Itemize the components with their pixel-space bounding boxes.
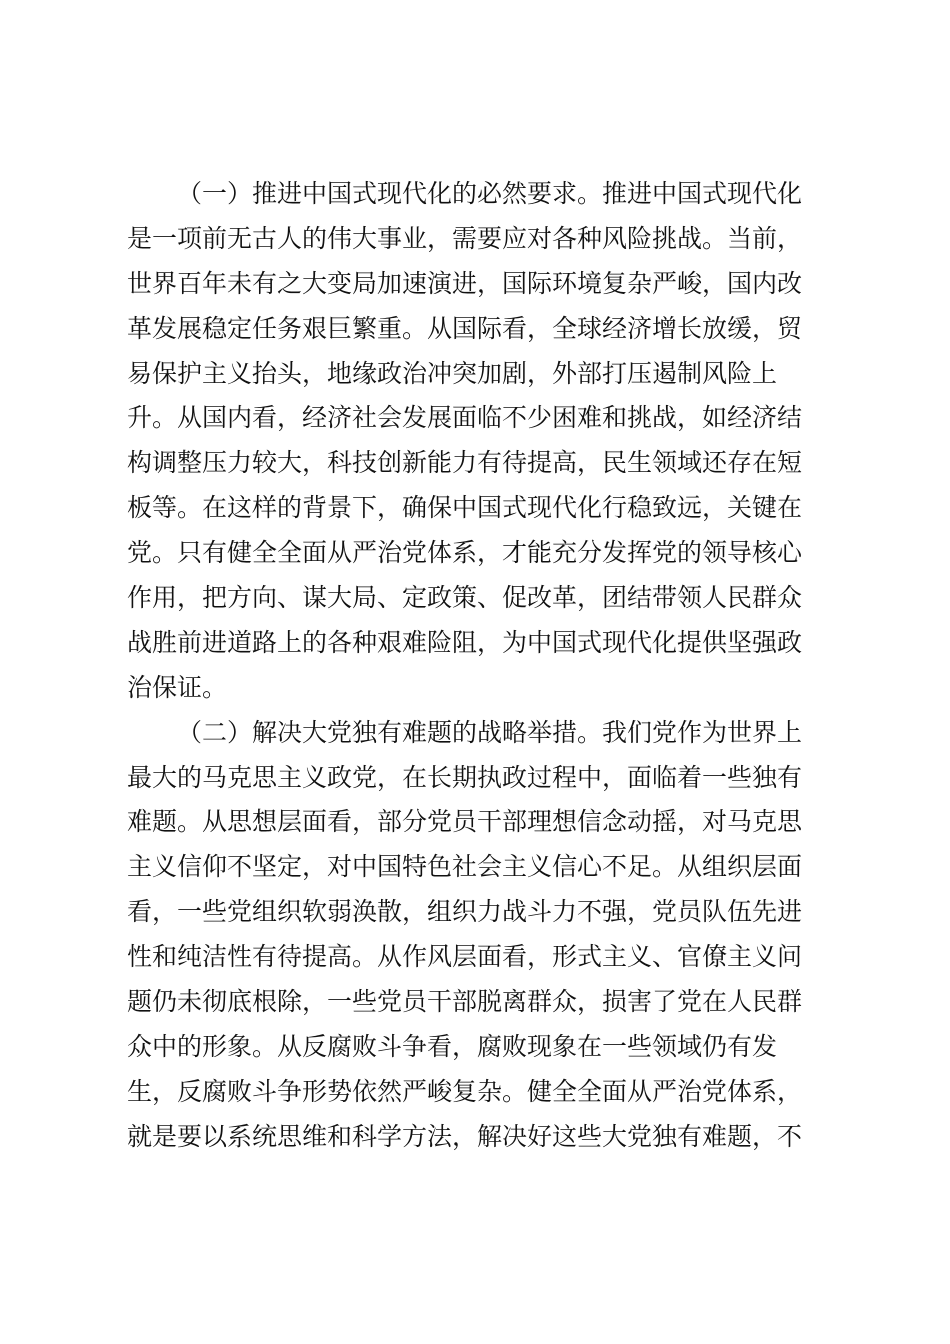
text-line: 党。只有健全全面从严治党体系，才能充分发挥党的领导核心 bbox=[127, 538, 803, 568]
text-line: 就是要以系统思维和科学方法，解决好这些大党独有难题，不 bbox=[127, 1121, 803, 1151]
document-body bbox=[127, 172, 827, 1160]
text-line: 最大的马克思主义政党，在长期执政过程中，面临着一些独有 bbox=[127, 762, 803, 792]
text-line: 革发展稳定任务艰巨繁重。从国际看，全球经济增长放缓，贸 bbox=[127, 313, 803, 343]
text-line: 升。从国内看，经济社会发展面临不少困难和挑战，如经济结 bbox=[127, 403, 803, 433]
paragraph-1 bbox=[127, 172, 827, 711]
text-line: 世界百年未有之大变局加速演进，国际环境复杂严峻，国内改 bbox=[127, 268, 803, 298]
text-line: 性和纯洁性有待提高。从作风层面看，形式主义、官僚主义问 bbox=[127, 942, 803, 972]
text-line: 作用，把方向、谋大局、定政策、促改革，团结带领人民群众 bbox=[127, 583, 803, 613]
text-line: 治保证。 bbox=[127, 672, 228, 702]
text-line: 板等。在这样的背景下，确保中国式现代化行稳致远，关键在 bbox=[127, 493, 803, 523]
text-line: 生，反腐败斗争形势依然严峻复杂。健全全面从严治党体系， bbox=[127, 1076, 803, 1106]
text-line: 战胜前进道路上的各种艰难险阻，为中国式现代化提供坚强政 bbox=[127, 627, 803, 657]
text-line: 易保护主义抬头，地缘政治冲突加剧，外部打压遏制风险上 bbox=[127, 358, 778, 388]
text-line: （二）解决大党独有难题的战略举措。我们党作为世界上 bbox=[177, 717, 803, 747]
text-line: 难题。从思想层面看，部分党员干部理想信念动摇，对马克思 bbox=[127, 807, 803, 837]
text-line: 看，一些党组织软弱涣散，组织力战斗力不强，党员队伍先进 bbox=[127, 897, 803, 927]
text-line: 主义信仰不坚定，对中国特色社会主义信心不足。从组织层面 bbox=[127, 852, 803, 882]
text-line: （一）推进中国式现代化的必然要求。推进中国式现代化 bbox=[177, 179, 803, 208]
text-line: 构调整压力较大，科技创新能力有待提高，民生领域还存在短 bbox=[127, 448, 803, 478]
text-line: 是一项前无古人的伟大事业，需要应对各种风险挑战。当前， bbox=[127, 223, 803, 253]
text-line: 题仍未彻底根除，一些党员干部脱离群众，损害了党在人民群 bbox=[127, 987, 803, 1017]
text-line: 众中的形象。从反腐败斗争看，腐败现象在一些领域仍有发 bbox=[127, 1031, 778, 1061]
paragraph-2 bbox=[127, 711, 827, 1160]
